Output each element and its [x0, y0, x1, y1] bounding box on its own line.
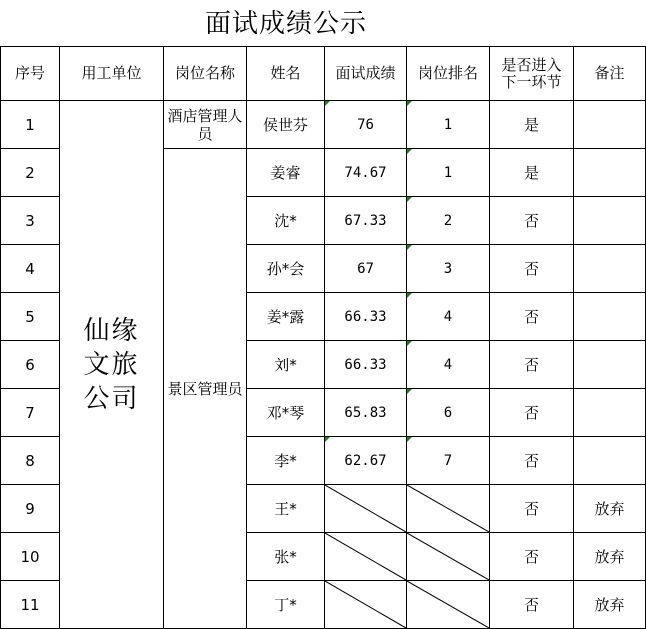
cell-no: 7: [1, 389, 60, 437]
text-format-marker-icon: [407, 341, 412, 346]
text-format-marker-icon: [407, 197, 412, 202]
cell-no: 10: [1, 533, 60, 581]
header-position: 岗位名称: [164, 47, 247, 101]
cell-next-stage: 是: [490, 101, 574, 149]
cell-next-stage: 否: [490, 581, 574, 629]
cell-name: 李*: [247, 437, 325, 485]
cell-score: 74.67: [325, 149, 407, 197]
cell-rank: [407, 581, 490, 629]
cell-name: 丁*: [247, 581, 325, 629]
text-format-marker-icon: [325, 101, 330, 106]
cell-name: 姜睿: [247, 149, 325, 197]
cell-next-stage: 否: [490, 437, 574, 485]
cell-no: 4: [1, 245, 60, 293]
cell-next-stage: 否: [490, 245, 574, 293]
text-format-marker-icon: [407, 293, 412, 298]
score-table: [0, 46, 646, 629]
cell-note: 放弃: [574, 581, 646, 629]
cell-no: 8: [1, 437, 60, 485]
cell-no: 1: [1, 101, 60, 149]
cell-score: 62.67: [325, 437, 407, 485]
cell-note: [574, 293, 646, 341]
cell-score: 67: [325, 245, 407, 293]
cell-note: [574, 197, 646, 245]
cell-name: 邓*琴: [247, 389, 325, 437]
cell-score: 66.33: [325, 341, 407, 389]
cell-next-stage: 否: [490, 389, 574, 437]
cell-score: 65.83: [325, 389, 407, 437]
cell-next-stage: 否: [490, 197, 574, 245]
cell-name: 侯世芬: [247, 101, 325, 149]
cell-no: 3: [1, 197, 60, 245]
text-format-marker-icon: [325, 437, 330, 442]
header-note: 备注: [574, 47, 646, 101]
header-score: 面试成绩: [325, 47, 407, 101]
cell-rank: 1: [407, 149, 490, 197]
cell-rank: [407, 485, 490, 533]
cell-rank: 2: [407, 197, 490, 245]
cell-next-stage: 否: [490, 533, 574, 581]
cell-note: 放弃: [574, 533, 646, 581]
diagonal-slash: [325, 581, 406, 628]
cell-name: 孙*会: [247, 245, 325, 293]
cell-name: 姜*露: [247, 293, 325, 341]
cell-rank: [407, 533, 490, 581]
text-format-marker-icon: [407, 437, 412, 442]
text-format-marker-icon: [407, 245, 412, 250]
cell-unit: 仙缘文旅公司: [60, 101, 164, 629]
table-row: [1, 101, 646, 149]
cell-score: [325, 485, 407, 533]
cell-next-stage: 否: [490, 341, 574, 389]
diagonal-slash: [407, 581, 489, 628]
header-no: 序号: [1, 47, 60, 101]
diagonal-slash: [325, 485, 406, 532]
cell-no: 6: [1, 341, 60, 389]
cell-rank: 4: [407, 341, 490, 389]
cell-rank: 4: [407, 293, 490, 341]
cell-next-stage: 否: [490, 485, 574, 533]
cell-score: 66.33: [325, 293, 407, 341]
header-rank: 岗位排名: [407, 47, 490, 101]
diagonal-slash: [407, 485, 489, 532]
cell-rank: 3: [407, 245, 490, 293]
cell-name: 刘*: [247, 341, 325, 389]
cell-note: [574, 437, 646, 485]
page-title: 面试成绩公示: [204, 9, 367, 39]
cell-score: [325, 581, 407, 629]
cell-note: 放弃: [574, 485, 646, 533]
cell-rank: 1: [407, 101, 490, 149]
text-format-marker-icon: [407, 149, 412, 154]
cell-score: 67.33: [325, 197, 407, 245]
cell-note: [574, 149, 646, 197]
cell-rank: 7: [407, 437, 490, 485]
text-format-marker-icon: [407, 389, 412, 394]
cell-no: 5: [1, 293, 60, 341]
header-name: 姓名: [247, 47, 325, 101]
cell-score: [325, 533, 407, 581]
cell-score: 76: [325, 101, 407, 149]
cell-next-stage: 否: [490, 293, 574, 341]
cell-no: 2: [1, 149, 60, 197]
cell-no: 9: [1, 485, 60, 533]
cell-note: [574, 245, 646, 293]
cell-note: [574, 101, 646, 149]
cell-no: 11: [1, 581, 60, 629]
cell-next-stage: 是: [490, 149, 574, 197]
cell-name: 张*: [247, 533, 325, 581]
cell-rank: 6: [407, 389, 490, 437]
diagonal-slash: [407, 533, 489, 580]
cell-name: 王*: [247, 485, 325, 533]
cell-name: 沈*: [247, 197, 325, 245]
diagonal-slash: [325, 533, 406, 580]
header-unit: 用工单位: [60, 47, 164, 101]
cell-note: [574, 389, 646, 437]
cell-position: 酒店管理人员: [164, 101, 247, 149]
cell-note: [574, 341, 646, 389]
header-next-stage: 是否进入下一环节: [490, 47, 574, 101]
header-row: [1, 47, 646, 101]
text-format-marker-icon: [407, 101, 412, 106]
cell-position: 景区管理员: [164, 149, 247, 629]
